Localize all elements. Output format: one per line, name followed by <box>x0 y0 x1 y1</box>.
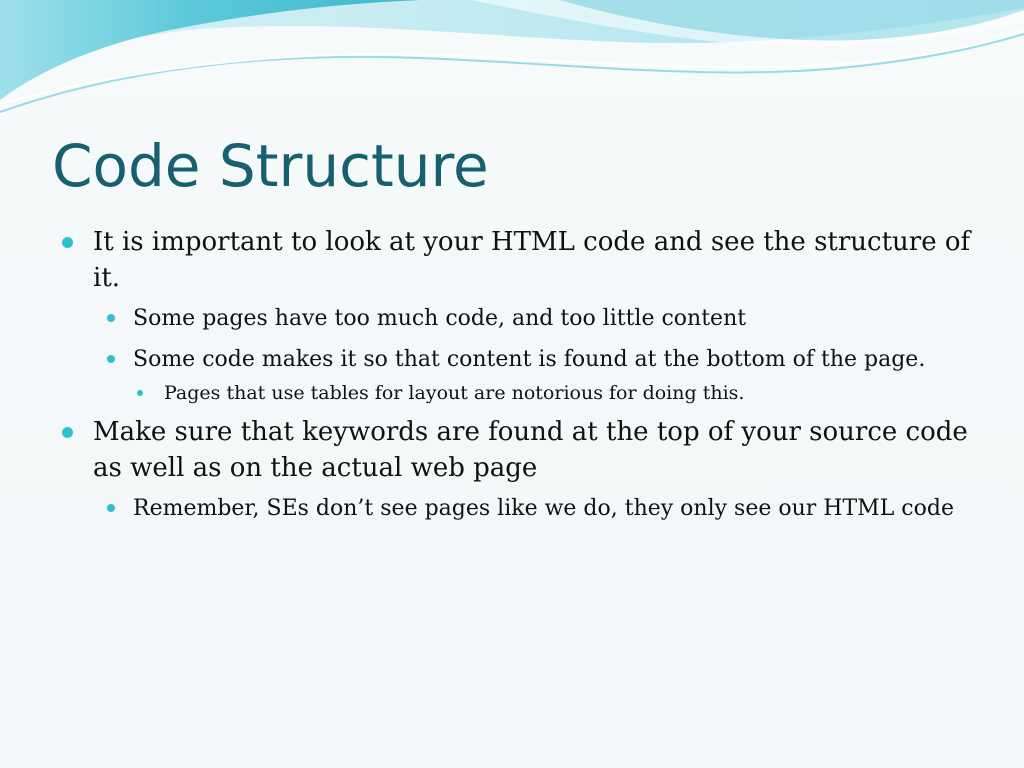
sub-bullet-text: Some code makes it so that content is found at the bottom of the page. <box>133 347 926 372</box>
slide-body <box>62 224 974 533</box>
sub-bullet-text: Some pages have too much code, and too little content <box>133 306 747 331</box>
bullet-dot-icon <box>107 504 115 512</box>
sub-sub-bullet-item <box>137 379 974 407</box>
sub-sub-bullet-text: Pages that use tables for layout are notorious for doing this. <box>164 382 745 404</box>
sub-bullet-item <box>107 302 974 336</box>
bullet-item <box>62 224 974 407</box>
bullet-text: Make sure that keywords are found at the top of your source code as well as on the actual web page <box>93 417 968 483</box>
bullet-dot-icon <box>62 237 73 248</box>
bullet-text: It is important to look at your HTML code and see the structure of it. <box>93 227 971 293</box>
bullet-dot-icon <box>62 427 73 438</box>
decorative-wave-header <box>0 0 1024 140</box>
sub-bullet-list <box>107 492 974 526</box>
bullet-dot-icon <box>107 314 115 322</box>
sub-bullet-item <box>107 343 974 407</box>
sub-sub-bullet-list <box>137 379 974 407</box>
sub-bullet-item <box>107 492 974 526</box>
slide-title: Code Structure <box>52 132 489 200</box>
bullet-list <box>62 224 974 526</box>
sub-bullet-text: Remember, SEs don’t see pages like we do, they only see our HTML code <box>133 496 954 521</box>
bullet-item <box>62 414 974 526</box>
sub-bullet-list <box>107 302 974 407</box>
bullet-dot-icon <box>107 355 115 363</box>
bullet-dot-icon <box>137 390 143 396</box>
